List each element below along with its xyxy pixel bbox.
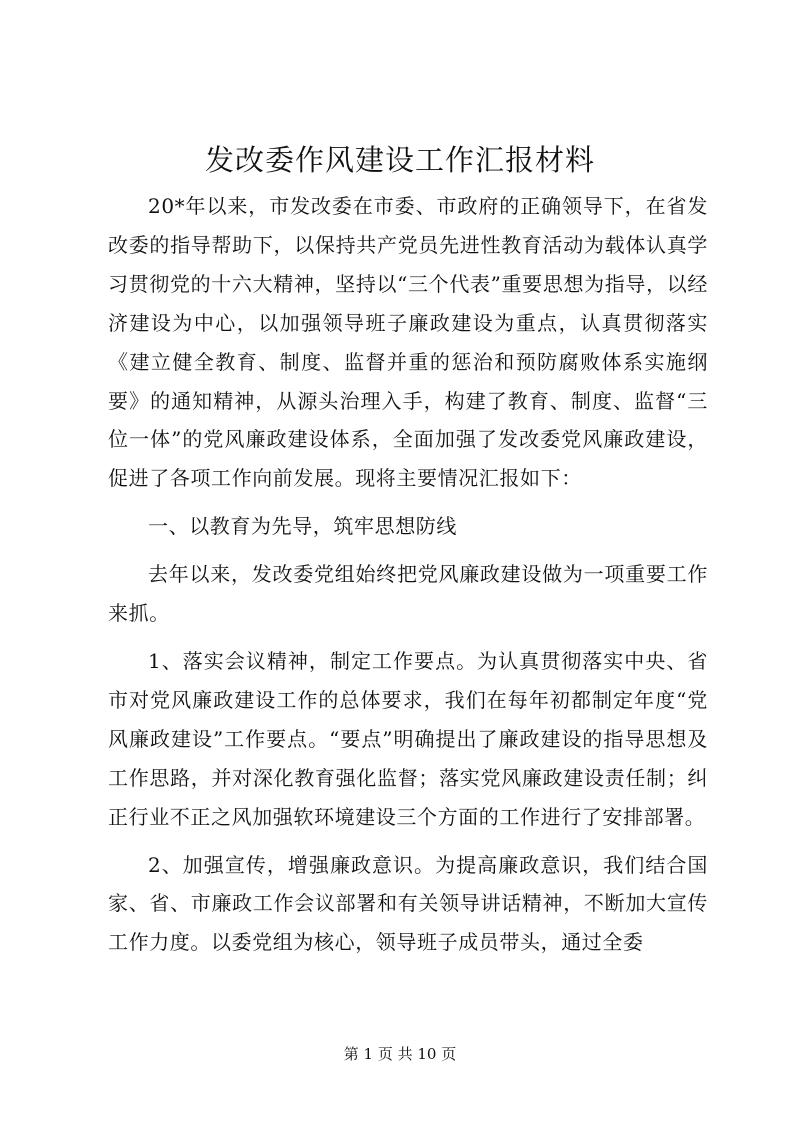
document-body bbox=[108, 187, 708, 971]
document-title: 发改委作风建设工作汇报材料 bbox=[204, 143, 595, 177]
section-heading-1: 一、以教育为先导，筑牢思想防线 bbox=[148, 514, 457, 539]
item-1-paragraph: 1、落实会议精神，制定工作要点。为认真贯彻落实中央、省市对党风廉政建设工作的总体要求，我们在每年初都制定年度“党风廉政建设”工作要点。“要点”明确提出了廉政建设的指导思想及工作思路，并对深化教育强化监督；落实党风廉政建设责任制；纠正行业不正之风加强软环境建设三个方面的工作进行了安排部署。 bbox=[108, 648, 708, 829]
item-2-paragraph: 2、加强宣传，增强廉政意识。为提高廉政意识，我们结合国家、省、市廉政工作会议部署和有关领导讲话精神，不断加大宣传工作力度。以委党组为核心，领导班子成员带头，通过全委 bbox=[108, 852, 708, 955]
intro-paragraph: 20*年以来，市发改委在市委、市政府的正确领导下，在省发改委的指导帮助下，以保持共产党员先进性教育活动为载体认真学习贯彻党的十六大精神，坚持以“三个代表”重要思想为指导，以经济建设为中心，以加强领导班子廉政建设为重点，认真贯彻落实《建立健全教育、制度、监督并重的惩治和预防腐败体系实施纲要》的通知精神，从源头治理入手，构建了教育、制度、监督“三位一体”的党风廉政建设体系，全面加强了发改委党风廉政建设，促进了各项工作向前发展。现将主要情况汇报如下： bbox=[108, 194, 708, 491]
section-1-intro-paragraph: 去年以来，发改委党组始终把党风廉政建设做为一项重要工作来抓。 bbox=[108, 562, 708, 626]
page-footer: 第 1 页 共 10 页 bbox=[343, 1045, 457, 1063]
